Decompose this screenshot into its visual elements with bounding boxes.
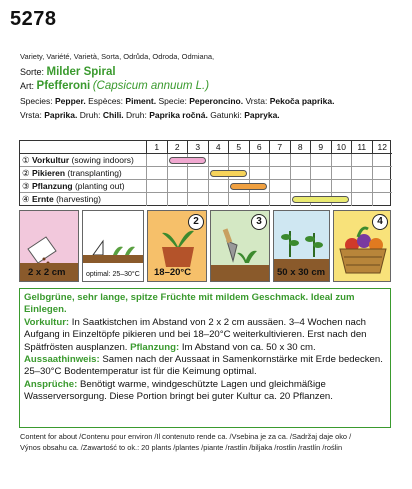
anspruche-paragraph: Ansprüche: Benötigt warme, windgeschützte Lagen und gleichmäßige Wasserversorgung. Diese Portion bringt bei guter Kultur ca. 20 Pflanzen. [24, 378, 333, 403]
month-12: 12 [372, 141, 393, 154]
schedule-bar [292, 196, 350, 203]
content-footer [20, 432, 351, 453]
sowing-calendar [19, 140, 391, 206]
schedule-row [20, 167, 392, 180]
month-11: 11 [351, 141, 372, 154]
art-line [20, 80, 209, 92]
description-headline: Gelbgrüne, sehr lange, spitze Früchte mit mildem Geschmack. Ideal zum Einlegen. [24, 292, 355, 316]
step-badge: 2 [188, 214, 204, 230]
pic-harvest [333, 210, 391, 282]
month-6: 6 [249, 141, 270, 154]
pic-transplant [147, 210, 207, 282]
calendar-month-header [20, 141, 392, 154]
schedule-row [20, 193, 392, 206]
pic-label: optimal: 25–30°C [86, 271, 140, 278]
art-label: Art: [20, 81, 35, 91]
pic-label: 2 x 2 cm [28, 267, 66, 278]
sorte-label: Sorte: [20, 67, 45, 77]
schedule-label: ③ Pflanzung (planting out) [22, 181, 125, 191]
footer-line-2: Výnos obsahu ca. /Zawartość to ok.: 20 plants /plantes /piante /rastlin /biljaka /rostlin /rastlín /roślin [20, 442, 343, 452]
month-3: 3 [187, 141, 208, 154]
pic-planting [210, 210, 270, 282]
month-9: 9 [310, 141, 331, 154]
cultivation-instructions [19, 288, 391, 428]
pic-spacing [273, 210, 330, 282]
step-badge: 3 [251, 214, 267, 230]
schedule-bar [230, 183, 267, 190]
schedule-bar [210, 170, 247, 177]
vorkultur-paragraph: Vorkultur: In Saatkistchen im Abstand von 2 x 2 cm aussäen. 3–4 Wochen nach Aufgang in Einzeltöpfe pikieren und bei 18–20°C weiterkultivieren. Erst nach den Spätfrösten ausplanzen. Pflanzung: Im Abstand von ca. 50 x 30 cm. [24, 316, 367, 353]
variety-name: Milder Spiral [46, 66, 116, 78]
month-7: 7 [269, 141, 290, 154]
latin-name: (Capsicum annuum L.) [92, 80, 210, 92]
schedule-row [20, 154, 392, 167]
schedule-label: ② Pikieren (transplanting) [22, 168, 122, 178]
pic-label: 18–20°C [154, 267, 192, 278]
month-2: 2 [167, 141, 188, 154]
species-name: Pfefferoni [36, 80, 91, 92]
schedule-row [20, 180, 392, 193]
aussaat-paragraph: Aussaathinweis: Samen nach der Aussaat in Samenkornstärke mit Erde bedecken. 25–30°C Bodentemperatur ist für die Keimung optimal. [24, 354, 383, 378]
instruction-pictures [19, 210, 391, 282]
variety-line: Variety, Variété, Varietà, Sorta, Odrůda, Odroda, Odmiana, [20, 52, 215, 61]
footer-line-1: Content for about /Contenu pour environ /Il contenuto rende ca. /Vsebina je za ca. /Sadržaj daje oko / [20, 432, 352, 441]
month-10: 10 [331, 141, 352, 154]
sorte-line [20, 66, 116, 78]
pic-germination [82, 210, 144, 282]
step-badge: 4 [372, 214, 388, 230]
month-1: 1 [146, 141, 167, 154]
species-translations: Species: Pepper. Espèces: Piment. Specie: Peperoncino. Vrsta: Pekoča paprika. [20, 96, 335, 106]
packet-number: 5278 [10, 8, 57, 30]
species-translations-2: Vrsta: Paprika. Druh: Chili. Druh: Paprika ročná. Gatunki: Papryka. [20, 110, 280, 120]
month-8: 8 [290, 141, 311, 154]
month-4: 4 [208, 141, 229, 154]
schedule-label: ① Vorkultur (sowing indoors) [22, 155, 134, 165]
pic-sowing [19, 210, 79, 282]
month-5: 5 [228, 141, 249, 154]
pic-label: 50 x 30 cm [277, 267, 326, 278]
schedule-bar [169, 157, 206, 164]
schedule-label: ④ Ernte (harvesting) [22, 194, 101, 204]
